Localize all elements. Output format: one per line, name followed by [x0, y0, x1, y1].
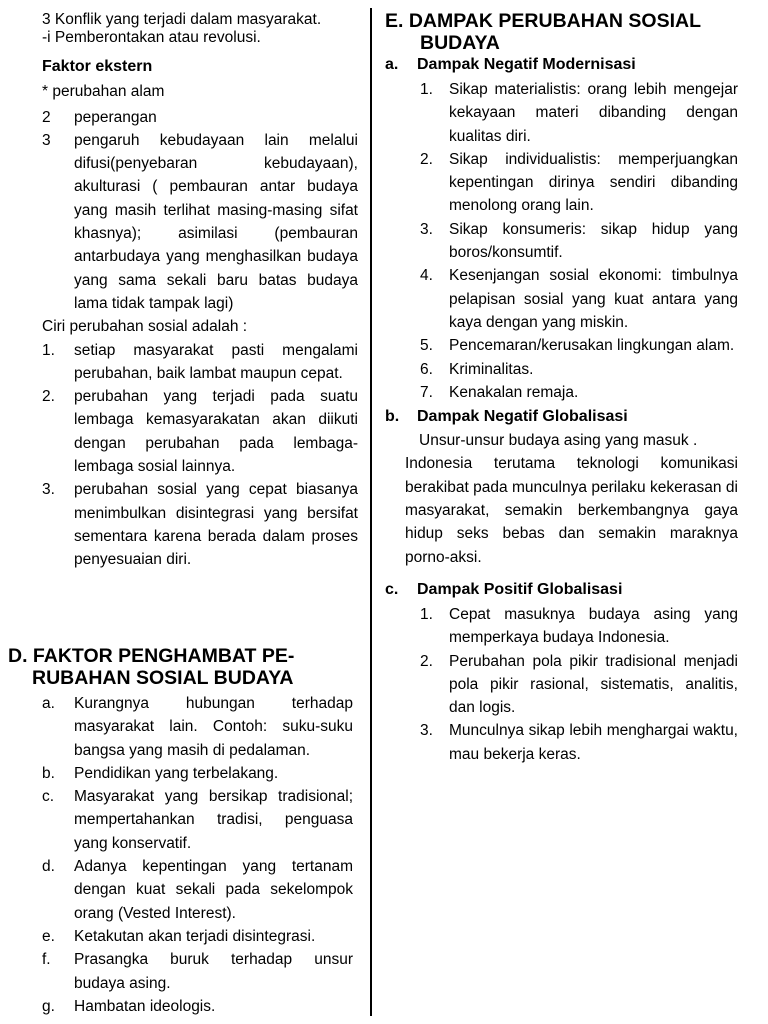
list-item: [385, 218, 738, 265]
item-number: 1.: [420, 605, 433, 623]
sub-c-heading: [385, 579, 738, 601]
list-item: [42, 692, 353, 762]
section-d-title-line1: D. FAKTOR PENGHAMBAT PE-: [8, 645, 295, 667]
faktor-ekstern-heading: Faktor ekstern: [42, 58, 153, 75]
ekstern-bullet-alam: * perubahan alam: [42, 83, 165, 101]
item-text: setiap masyarakat pasti mengalami perubahan, baik lambat maupun cepat.: [74, 341, 358, 382]
right-column: [385, 0, 738, 766]
item-text: Kesenjangan sosial ekonomi: timbulnya pelapisan sosial yang kuat antara yang kaya dengan yang miskin.: [449, 267, 738, 331]
item-number: 3.: [42, 481, 55, 499]
ciri-heading: Ciri perubahan sosial adalah :: [42, 318, 248, 336]
list-item: [42, 339, 358, 386]
item-text: Perubahan pola pikir tradisional menjadi pola pikir rasional, sistematis, analitis, dan logis.: [449, 652, 738, 717]
item-letter: e.: [42, 927, 55, 945]
item-number: 3: [42, 131, 51, 149]
sub-a-letter: a.: [385, 56, 399, 73]
item-number: 6.: [420, 360, 433, 378]
intern-line-4: -i Pemberontakan atau revolusi.: [42, 29, 261, 46]
section-d-list: [8, 692, 353, 1018]
sub-b-paragraph-first: Unsur-unsur budaya asing yang masuk .: [419, 432, 698, 450]
item-letter: g.: [42, 997, 55, 1015]
list-item: [42, 925, 353, 948]
item-letter: c.: [42, 788, 55, 806]
list-item: [385, 264, 738, 334]
item-text: Pencemaran/kerusakan lingkungan alam.: [449, 337, 735, 355]
sub-b-paragraph-rest: Indonesia terutama teknologi komunikasi berakibat pada munculnya perilaku kekerasan di masyarakat, semakin berkembangnya gaya hidup seks bebas dan semakin maraknya porno-aksi.: [405, 455, 738, 566]
section-d-title-line2: RUBAHAN SOSIAL BUDAYA: [32, 667, 294, 689]
list-item: [42, 855, 353, 925]
item-text: Kenakalan remaja.: [449, 383, 579, 401]
item-number: 4.: [420, 267, 433, 285]
intern-tail: [42, 11, 358, 47]
item-text: perubahan sosial yang cepat biasanya menimbulkan disintegrasi yang bersifat sementara karena berada dalam proses penyesuaian diri.: [74, 481, 358, 569]
item-text: perubahan yang terjadi pada suatu lembaga kemasyarakatan akan diikuti dengan perubahan pada lembaga-lembaga sosial lainnya.: [74, 388, 358, 476]
ekstern-list: [42, 106, 358, 316]
item-number: 3.: [420, 722, 433, 740]
item-text: Kriminalitas.: [449, 360, 534, 378]
section-e-title-line1: E. DAMPAK PERUBAHAN SOSIAL: [385, 10, 701, 32]
item-text: pengaruh kebudayaan lain melalui difusi(penyebaran kebudayaan), akulturasi ( pembauran antar budaya yang masih terlihat masing-masing sifat khasnya); asimilasi (pembauran antarbudaya yang menghasilkan budaya yang sama sekali baru batas budaya lama tidak tampak lagi): [74, 131, 358, 312]
list-item: [385, 381, 738, 404]
column-divider: [370, 8, 372, 1016]
item-number: 2.: [420, 150, 433, 168]
list-item: [42, 995, 353, 1018]
list-item: [385, 78, 738, 148]
sub-c-list: [385, 603, 738, 766]
item-text: peperangan: [74, 108, 157, 126]
item-text: Munculnya sikap lebih menghargai waktu, mau bekerja keras.: [449, 722, 738, 763]
ciri-list: [42, 339, 358, 572]
item-text: Sikap individualistis: memperjuangkan kepentingan dirinya sendiri dibanding menolong orang lain.: [449, 150, 738, 215]
list-item: [385, 650, 738, 720]
list-item: [385, 719, 738, 766]
intern-line-3: 3 Konflik yang terjadi dalam masyarakat.: [42, 11, 322, 28]
item-text: Adanya kepentingan yang tertanam dengan kuat sekali pada sekelompok orang (Vested Interest).: [74, 858, 353, 922]
item-text: Masyarakat yang bersikap tradisional; mempertahankan tradisi, penguasa yang konservatif.: [74, 788, 353, 852]
section-e-title-line2: BUDAYA: [420, 32, 500, 54]
sub-b-title: Dampak Negatif Globalisasi: [417, 408, 628, 426]
sub-c-title: Dampak Positif Globalisasi: [417, 580, 623, 598]
list-item: [385, 334, 738, 357]
sub-c-letter: c.: [385, 580, 399, 598]
sub-a-heading: [385, 54, 738, 76]
section-d: [8, 645, 353, 1018]
left-column: [42, 0, 358, 572]
item-number: 3.: [420, 220, 433, 238]
list-item: [385, 358, 738, 381]
item-text: Prasangka buruk terhadap unsur budaya asing.: [74, 951, 353, 992]
item-number: 2: [42, 108, 51, 126]
list-item: [42, 948, 353, 995]
list-item: [42, 385, 358, 478]
list-item: [42, 785, 353, 855]
item-number: 1.: [42, 341, 55, 359]
list-item: [42, 762, 353, 785]
item-text: Sikap konsumeris: sikap hidup yang boros/konsumtif.: [449, 220, 738, 262]
item-number: 5.: [420, 337, 433, 355]
item-letter: a.: [42, 695, 55, 712]
list-item: [385, 603, 738, 650]
list-item: [42, 106, 358, 129]
item-text: Kurangnya hubungan terhadap masyarakat lain. Contoh: suku-suku bangsa yang masih di pedalaman.: [74, 695, 353, 759]
sub-b-letter: b.: [385, 408, 400, 426]
item-number: 7.: [420, 383, 433, 401]
item-letter: d.: [42, 858, 55, 876]
item-text: Pendidikan yang terbelakang.: [74, 764, 279, 782]
item-number: 2.: [420, 652, 433, 670]
sub-b-heading: [385, 406, 738, 428]
item-text: Hambatan ideologis.: [74, 997, 216, 1015]
section-e: [385, 10, 738, 54]
item-letter: f.: [42, 951, 51, 969]
sub-a-list: [385, 78, 738, 404]
item-number: 2.: [42, 388, 55, 406]
item-number: 1.: [420, 81, 433, 98]
item-text: Ketakutan akan terjadi disintegrasi.: [74, 927, 316, 945]
item-text: Cepat masuknya budaya asing yang memperkaya budaya Indonesia.: [449, 605, 738, 647]
item-letter: b.: [42, 764, 55, 782]
item-text: Sikap materialistis: orang lebih mengejar kekayaan materi dibanding dengan kualitas diri.: [449, 81, 738, 145]
sub-b-paragraph: [385, 429, 738, 569]
list-item: [385, 148, 738, 218]
sub-a-title: Dampak Negatif Modernisasi: [417, 56, 636, 73]
list-item: [42, 129, 358, 315]
list-item: [42, 478, 358, 571]
